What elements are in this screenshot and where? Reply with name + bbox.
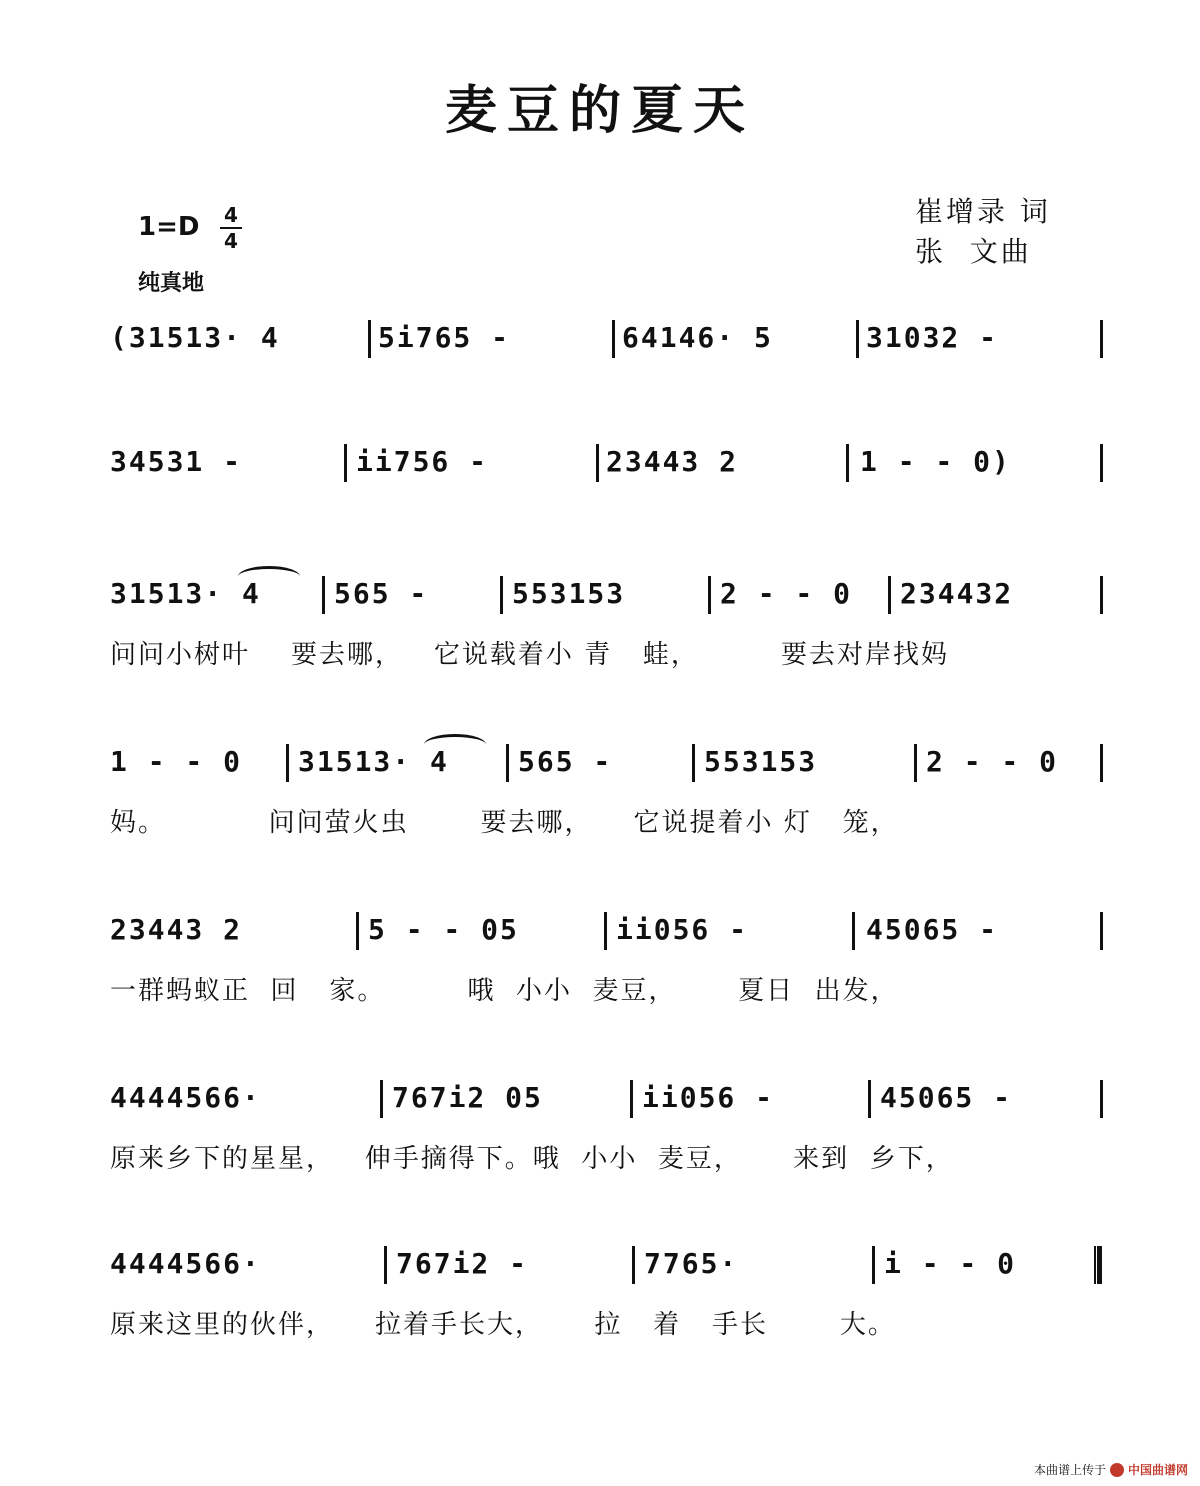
lyrics-line: 妈。 问问萤火虫 要去哪， 它说提着小 灯 笼， bbox=[110, 808, 899, 838]
measure: 767i2 - bbox=[396, 1247, 529, 1280]
time-signature bbox=[220, 204, 242, 252]
measure: 5 - - 05 bbox=[368, 913, 519, 946]
measure: 1 - - 0) bbox=[860, 445, 1011, 478]
measure: 7765· bbox=[644, 1247, 739, 1280]
measure: 1 - - 0 bbox=[110, 745, 243, 778]
measure: 5i765 - bbox=[378, 321, 511, 354]
barline bbox=[1100, 912, 1103, 950]
barline bbox=[1100, 576, 1103, 614]
time-signature-top: 4 bbox=[224, 203, 238, 227]
barline bbox=[630, 1080, 633, 1118]
measure: 553153 bbox=[512, 577, 626, 610]
measure: 767i2 05 bbox=[392, 1081, 543, 1114]
measure: 2 - - 0 bbox=[720, 577, 853, 610]
notes-row bbox=[0, 318, 1200, 368]
lyrics-line: 原来乡下的星星， 伸手摘得下。哦 小小 麦豆， 来到 乡下， bbox=[110, 1144, 954, 1174]
measure: 2 - - 0 bbox=[926, 745, 1059, 778]
measure: i - - 0 bbox=[884, 1247, 1017, 1280]
lyrics-line: 问问小树叶 要去哪， 它说载着小 青 蛙， 要去对岸找妈 bbox=[110, 640, 950, 670]
measure: ii056 - bbox=[642, 1081, 775, 1114]
measure: 45065 - bbox=[880, 1081, 1013, 1114]
notes-row bbox=[0, 1244, 1200, 1294]
barline bbox=[914, 744, 917, 782]
score-system-2 bbox=[0, 442, 1200, 562]
score-system-5 bbox=[0, 910, 1200, 1030]
measure: ii756 - bbox=[356, 445, 489, 478]
barline bbox=[356, 912, 359, 950]
barline bbox=[604, 912, 607, 950]
barline bbox=[344, 444, 347, 482]
lyricist: 崔增录 词 bbox=[915, 195, 1051, 228]
lyrics-line: 原来这里的伙伴， 拉着手长大， 拉 着 手长 大。 bbox=[110, 1310, 896, 1340]
barline bbox=[596, 444, 599, 482]
barline bbox=[846, 444, 849, 482]
barline bbox=[286, 744, 289, 782]
measure: 31513· 4 bbox=[298, 745, 449, 778]
footer-text: 本曲谱上传于 bbox=[1033, 1463, 1106, 1477]
barline bbox=[384, 1246, 387, 1284]
measure: 4444566· bbox=[110, 1247, 261, 1280]
site-name[interactable]: 中国曲谱网 bbox=[1127, 1463, 1188, 1477]
measure: 553153 bbox=[704, 745, 818, 778]
barline bbox=[612, 320, 615, 358]
barline bbox=[322, 576, 325, 614]
notes-row bbox=[0, 442, 1200, 492]
barline bbox=[1100, 320, 1103, 358]
barline bbox=[692, 744, 695, 782]
site-logo-icon bbox=[1110, 1463, 1124, 1477]
barline bbox=[368, 320, 371, 358]
score-system-3 bbox=[0, 574, 1200, 694]
score-system-7 bbox=[0, 1244, 1200, 1364]
barline bbox=[632, 1246, 635, 1284]
barline bbox=[888, 576, 891, 614]
notes-row bbox=[0, 742, 1200, 792]
barline bbox=[852, 912, 855, 950]
composer: 张 文曲 bbox=[915, 235, 1032, 268]
barline bbox=[500, 576, 503, 614]
measure: 64146· 5 bbox=[622, 321, 773, 354]
measure: 565 - bbox=[518, 745, 613, 778]
barline bbox=[1100, 744, 1103, 782]
measure: 23443 2 bbox=[606, 445, 739, 478]
measure: 565 - bbox=[334, 577, 429, 610]
score-system-6 bbox=[0, 1078, 1200, 1198]
song-title: 麦豆的夏天 bbox=[444, 80, 755, 141]
barline bbox=[856, 320, 859, 358]
time-signature-bottom: 4 bbox=[224, 229, 238, 253]
measure: 45065 - bbox=[866, 913, 999, 946]
notes-row bbox=[0, 1078, 1200, 1128]
barline bbox=[708, 576, 711, 614]
measure: (31513· 4 bbox=[110, 321, 280, 354]
final-barline bbox=[1094, 1246, 1102, 1284]
measure: 234432 bbox=[900, 577, 1014, 610]
measure: 31513· 4 bbox=[110, 577, 261, 610]
score-system-1 bbox=[0, 318, 1200, 438]
barline bbox=[868, 1080, 871, 1118]
barline bbox=[1100, 444, 1103, 482]
barline bbox=[380, 1080, 383, 1118]
key-signature: 1=D bbox=[138, 212, 200, 242]
tempo-marking: 纯真地 bbox=[138, 271, 205, 296]
lyrics-line: 一群蚂蚁正 回 家。 哦 小小 麦豆， 夏日 出发， bbox=[110, 976, 899, 1006]
measure: 23443 2 bbox=[110, 913, 243, 946]
barline bbox=[872, 1246, 875, 1284]
notes-row bbox=[0, 574, 1200, 624]
barline bbox=[1100, 1080, 1103, 1118]
measure: ii056 - bbox=[616, 913, 749, 946]
measure: 31032 - bbox=[866, 321, 999, 354]
footer bbox=[1034, 1461, 1188, 1478]
measure: 34531 - bbox=[110, 445, 243, 478]
measure: 4444566· bbox=[110, 1081, 261, 1114]
score-system-4 bbox=[0, 742, 1200, 862]
barline bbox=[506, 744, 509, 782]
credits bbox=[915, 192, 1051, 272]
notes-row bbox=[0, 910, 1200, 960]
